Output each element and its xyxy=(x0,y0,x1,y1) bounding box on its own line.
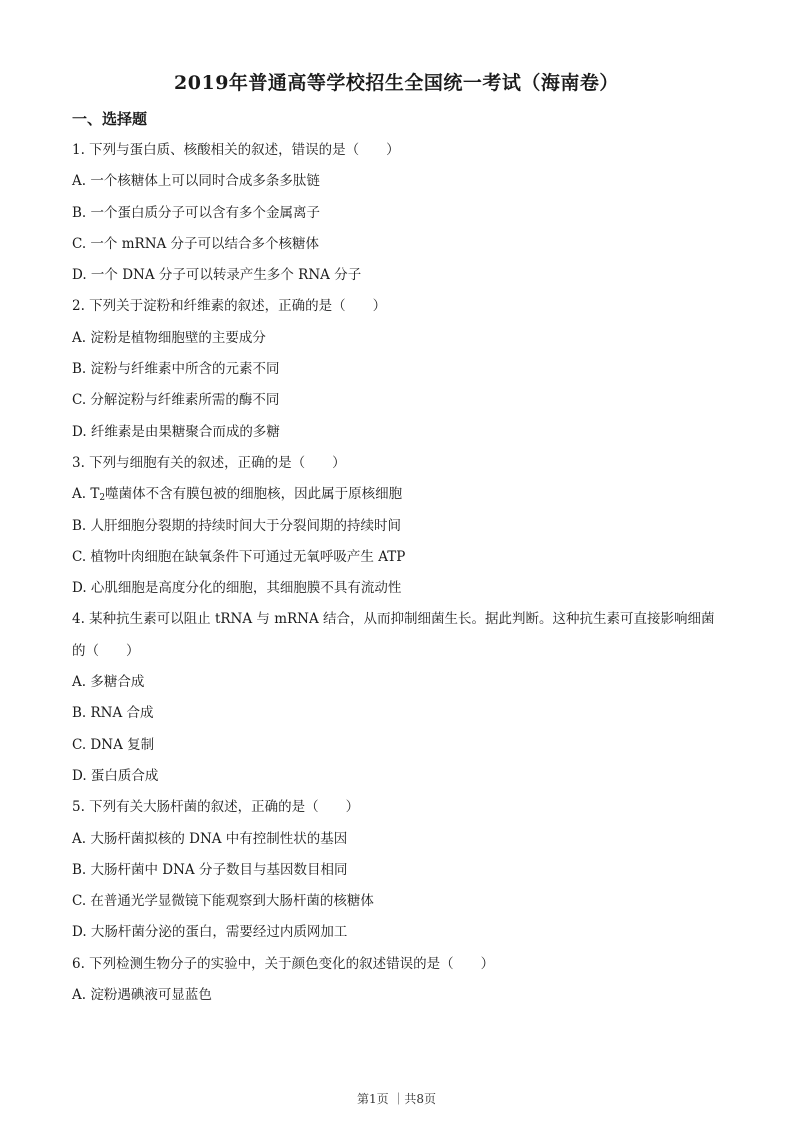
answer-option: A. 大肠杆菌拟核的 DNA 中有控制性状的基因 xyxy=(72,830,348,847)
answer-option: D. 蛋白质合成 xyxy=(72,767,159,784)
answer-option: C. 一个 mRNA 分子可以结合多个核糖体 xyxy=(72,235,320,252)
page-footer: 第1页 ｜共8页 xyxy=(356,1092,437,1106)
answer-option: A. 多糖合成 xyxy=(72,674,145,691)
question-stem: 2. 下列关于淀粉和纤维素的叙述，正确的是（ ） xyxy=(72,298,387,315)
answer-option: A. 淀粉遇碘液可显蓝色 xyxy=(72,987,212,1004)
question-stem: 4. 某种抗生素可以阻止 tRNA 与 mRNA 结合，从而抑制细菌生长。据此判断。这种抗生素可直接影响细菌 xyxy=(72,611,715,628)
question-stem: 1. 下列与蛋白质、核酸相关的叙述，错误的是（ ） xyxy=(72,142,400,158)
option-prefix: A. T xyxy=(72,486,100,503)
question-stem: 3. 下列与细胞有关的叙述，正确的是（ ） xyxy=(72,454,346,471)
question-stem: 5. 下列有关大肠杆菌的叙述，正确的是（ ） xyxy=(72,799,360,816)
answer-option: C. DNA 复制 xyxy=(72,736,155,753)
answer-option: D. 纤维素是由果糖聚合而成的多糖 xyxy=(72,423,280,440)
option-text: 噬菌体不含有膜包被的细胞核，因此属于原核细胞 xyxy=(105,486,403,503)
answer-option: D. 大肠杆菌分泌的蛋白，需要经过内质网加工 xyxy=(72,924,348,941)
question-stem-continuation: 的（ ） xyxy=(72,642,140,659)
question-stem: 6. 下列检测生物分子的实验中，关于颜色变化的叙述错误的是（ ） xyxy=(72,955,495,972)
answer-option: B. RNA 合成 xyxy=(72,705,154,722)
answer-option: B. 一个蛋白质分子可以含有多个金属离子 xyxy=(72,204,321,221)
answer-option xyxy=(72,482,732,513)
question-list xyxy=(72,138,732,1014)
answer-option: A. 一个核糖体上可以同时合成多条多肽链 xyxy=(72,173,320,190)
answer-option: D. 心肌细胞是高度分化的细胞，其细胞膜不具有流动性 xyxy=(72,580,402,597)
subscript: 2 xyxy=(99,493,106,504)
answer-option: B. 淀粉与纤维素中所含的元素不同 xyxy=(72,361,280,378)
section-heading: 一、选择题 xyxy=(72,110,148,128)
answer-option: B. 大肠杆菌中 DNA 分子数目与基因数目相同 xyxy=(72,861,348,878)
answer-option: A. 淀粉是植物细胞壁的主要成分 xyxy=(72,329,266,346)
answer-option: D. 一个 DNA 分子可以转录产生多个 RNA 分子 xyxy=(72,267,362,284)
answer-option: C. 分解淀粉与纤维素所需的酶不同 xyxy=(72,392,280,409)
page-title: 2019年普通高等学校招生全国统一考试（海南卷） xyxy=(174,72,619,94)
answer-option: C. 植物叶肉细胞在缺氧条件下可通过无氧呼吸产生 ATP xyxy=(72,548,406,565)
answer-option: B. 人肝细胞分裂期的持续时间大于分裂间期的持续时间 xyxy=(72,517,402,534)
answer-option: C. 在普通光学显微镜下能观察到大肠杆菌的核糖体 xyxy=(72,893,374,910)
